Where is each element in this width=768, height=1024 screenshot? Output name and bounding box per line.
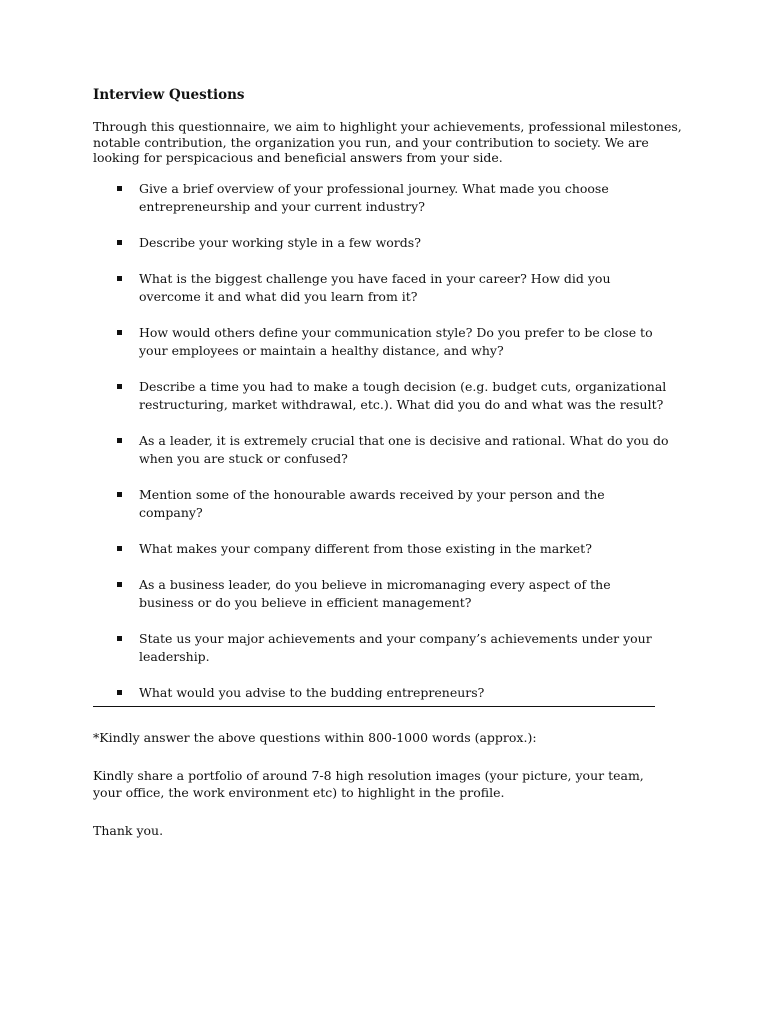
question-item (93, 684, 669, 702)
question-item (93, 630, 669, 666)
question-text: As a leader, it is extremely crucial that one is decisive and rational. What do you do when you are stuck or confused? (139, 432, 669, 466)
question-text: What is the biggest challenge you have faced in your career? How did you overcome it and what did you learn from it? (139, 270, 611, 304)
question-text: Describe your working style in a few words? (139, 234, 421, 250)
question-text: Mention some of the honourable awards received by your person and the company? (139, 486, 605, 520)
question-item (93, 378, 669, 414)
square-bullet-icon (117, 636, 122, 641)
document-page (93, 86, 683, 839)
square-bullet-icon (117, 186, 122, 191)
square-bullet-icon (117, 582, 122, 587)
square-bullet-icon (117, 330, 122, 335)
question-item (93, 270, 669, 306)
square-bullet-icon (117, 240, 122, 245)
document-title: Interview Questions (93, 87, 245, 103)
square-bullet-icon (117, 276, 122, 281)
question-item (93, 576, 669, 612)
square-bullet-icon (117, 492, 122, 497)
horizontal-divider (93, 706, 655, 707)
question-text: State us your major achievements and your company’s achievements under your leadership. (139, 630, 652, 664)
question-item (93, 540, 669, 558)
question-text: What makes your company different from those existing in the market? (139, 540, 592, 556)
question-text: How would others define your communication style? Do you prefer to be close to your employees or maintain a healthy distance, and why? (139, 324, 653, 358)
word-limit-note: *Kindly answer the above questions within 800-1000 words (approx.): (93, 729, 537, 745)
question-text: What would you advise to the budding entrepreneurs? (139, 684, 485, 700)
question-item (93, 432, 669, 468)
question-text: As a business leader, do you believe in micromanaging every aspect of the business or do you believe in efficient management? (139, 576, 611, 610)
square-bullet-icon (117, 546, 122, 551)
square-bullet-icon (117, 384, 122, 389)
intro-paragraph: Through this questionnaire, we aim to highlight your achievements, professional milestones, notable contribution, the organization you run, and your contribution to society. We are looking for perspicacious and beneficial answers from your side. (93, 119, 682, 165)
questions-list (93, 180, 683, 702)
question-text: Give a brief overview of your professional journey. What made you choose entrepreneurship and your current industry? (139, 180, 609, 214)
question-item (93, 324, 669, 360)
question-item (93, 180, 669, 216)
square-bullet-icon (117, 690, 122, 695)
square-bullet-icon (117, 438, 122, 443)
question-text: Describe a time you had to make a tough decision (e.g. budget cuts, organizational restructuring, market withdrawal, etc.). What did you do and what was the result? (139, 378, 667, 412)
question-item (93, 486, 669, 522)
closing-text: Thank you. (93, 822, 164, 838)
question-item (93, 234, 669, 252)
portfolio-note: Kindly share a portfolio of around 7-8 high resolution images (your picture, your team, your office, the work environment etc) to highlight in the profile. (93, 767, 644, 800)
